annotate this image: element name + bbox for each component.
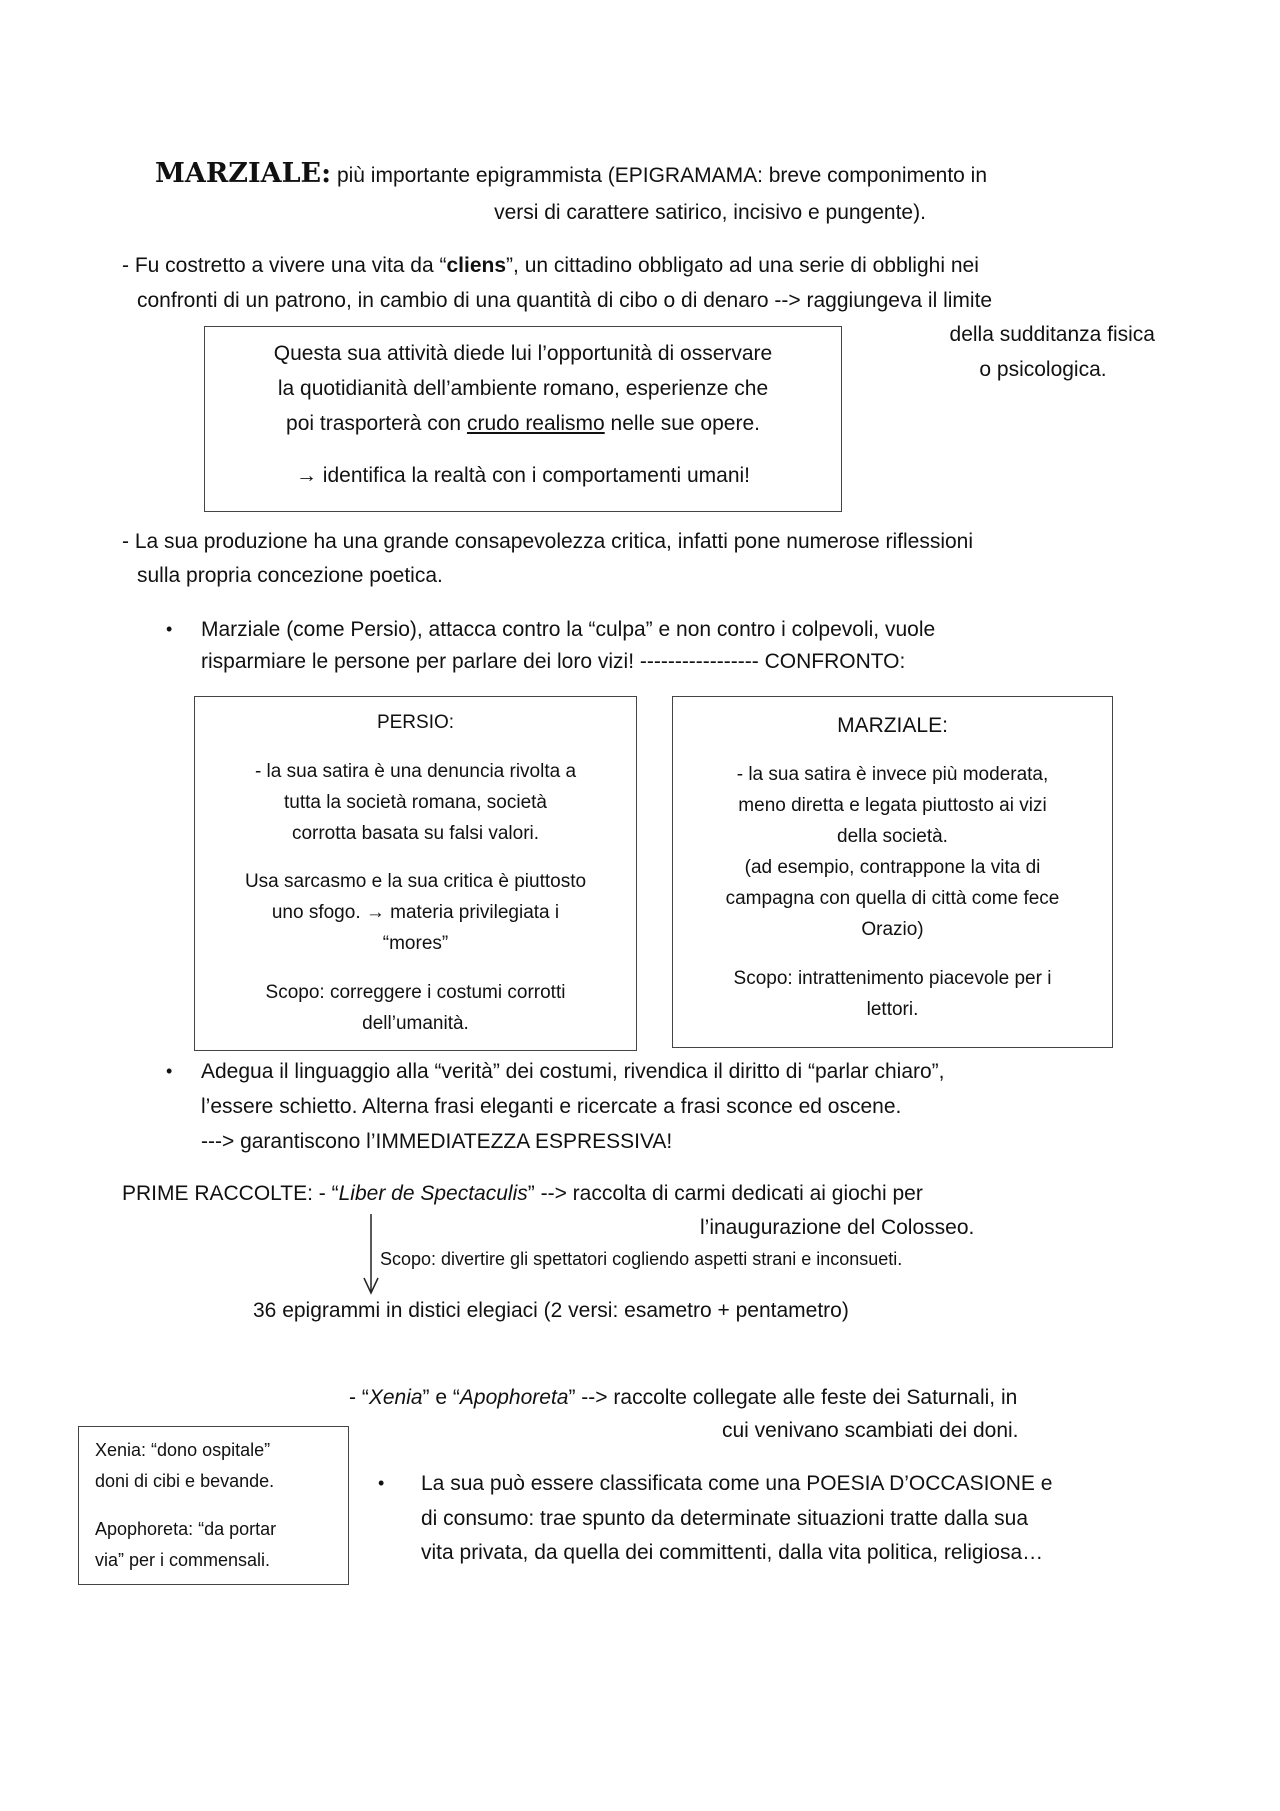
marziale-line: della società. [837, 826, 948, 847]
persio-title: PERSIO: [376, 712, 455, 733]
p2-line-1: - La sua produzione ha una grande consapevolezza critica, infatti pone numerose riflessioni [122, 530, 974, 553]
bullet2-line-2: l’essere schietto. Alterna frasi eleganti e ricercate a frasi sconce ed oscene. [201, 1095, 902, 1118]
xenia-line-2: cui venivano scambiati dei doni. [722, 1419, 1019, 1442]
title-text: più importante epigrammista (EPIGRAMAMA: breve componimento in [336, 164, 988, 187]
xbox-line: via” per i commensali. [95, 1550, 271, 1570]
bullet-icon: • [378, 1473, 385, 1493]
p1-line-1: - Fu costretto a vivere una vita da “cliens”, un cittadino obbligato ad una serie di obblighi nei [122, 254, 979, 277]
marziale-line: Scopo: intrattenimento piacevole per i [733, 968, 1052, 989]
marziale-box [672, 696, 1113, 1048]
marziale-line: - la sua satira è invece più moderata, [736, 764, 1049, 785]
marziale-line: Orazio) [861, 919, 924, 940]
p2-line-2: sulla propria concezione poetica. [137, 564, 443, 587]
marziale-line: lettori. [866, 999, 919, 1020]
xbox-line: doni di cibi e bevande. [95, 1471, 275, 1491]
xbox-line: Apophoreta: “da portar [95, 1519, 277, 1539]
persio-line: uno sfogo. → materia privilegiata i [271, 902, 560, 923]
down-arrow-icon [360, 1214, 382, 1296]
p1-line-4: o psicologica. [979, 358, 1107, 381]
bullet2-line-3: ---> garantiscono l’IMMEDIATEZZA ESPRESSIVA! [201, 1130, 673, 1153]
bullet3-line-2: di consumo: trae spunto da determinate situazioni tratte dalla sua [421, 1507, 1029, 1530]
title-line-2: versi di carattere satirico, incisivo e pungente). [494, 201, 926, 224]
persio-line: Usa sarcasmo e la sua critica è piuttosto [244, 871, 587, 892]
box1-line: → identifica la realtà con i comportamenti umani! [295, 464, 751, 487]
p1-line-2: confronti di un patrono, in cambio di una quantità di cibo o di denaro --> raggiungeva il limite [137, 289, 993, 312]
raccolte-scopo: Scopo: divertire gli spettatori cogliendo aspetti strani e inconsueti. [380, 1249, 903, 1269]
xenia-definition-box [78, 1426, 349, 1585]
persio-line: “mores” [382, 933, 449, 954]
persio-box [194, 696, 637, 1051]
bullet1-line-2: risparmiare le persone per parlare dei loro vizi! ----------------- CONFRONTO: [201, 650, 906, 673]
xbox-line: Xenia: “dono ospitale” [95, 1440, 271, 1460]
persio-line: - la sua satira è una denuncia rivolta a [254, 761, 577, 782]
persio-line: dell’umanità. [362, 1013, 469, 1034]
raccolte-line-1: PRIME RACCOLTE: - “Liber de Spectaculis” --> raccolta di carmi dedicati ai giochi per [122, 1182, 923, 1205]
bullet1-line-1: Marziale (come Persio), attacca contro la “culpa” e non contro i colpevoli, vuole [201, 618, 936, 641]
xenia-line-1: - “Xenia” e “Apophoreta” --> raccolte collegate alle feste dei Saturnali, in [349, 1386, 1018, 1409]
box1-line: Questa sua attività diede lui l’opportunità di osservare [273, 342, 773, 365]
bullet-icon: • [166, 619, 173, 639]
persio-line: corrotta basata su falsi valori. [291, 823, 540, 844]
title-line [155, 160, 987, 187]
bullet3-line-1: La sua può essere classificata come una POESIA D’OCCASIONE e [421, 1472, 1053, 1495]
bullet-icon: • [166, 1061, 173, 1081]
box1-line: la quotidianità dell’ambiente romano, esperienze che [277, 377, 769, 400]
box1-line: poi trasporterà con crudo realismo nelle sue opere. [286, 412, 760, 435]
marziale-title: MARZIALE: [837, 714, 948, 737]
marziale-line: campagna con quella di città come fece [725, 888, 1060, 909]
observation-box [204, 326, 842, 512]
title-name: MARZIALE: [155, 158, 332, 189]
raccolte-line-2: l’inaugurazione del Colosseo. [700, 1216, 975, 1239]
marziale-line: meno diretta e legata piuttosto ai vizi [738, 795, 1047, 816]
bullet3-line-3: vita privata, da quella dei committenti, dalla vita politica, religiosa… [421, 1541, 1044, 1564]
persio-line: tutta la società romana, società [284, 792, 547, 813]
p1-line-3: della sudditanza fisica [949, 323, 1155, 346]
raccolte-epigrammi: 36 epigrammi in distici elegiaci (2 versi: esametro + pentametro) [253, 1299, 849, 1322]
marziale-line: (ad esempio, contrappone la vita di [744, 857, 1041, 878]
persio-line: Scopo: correggere i costumi corrotti [265, 982, 566, 1003]
bullet2-line-1: Adegua il linguaggio alla “verità” dei costumi, rivendica il diritto di “parlar chiaro”, [201, 1060, 945, 1083]
